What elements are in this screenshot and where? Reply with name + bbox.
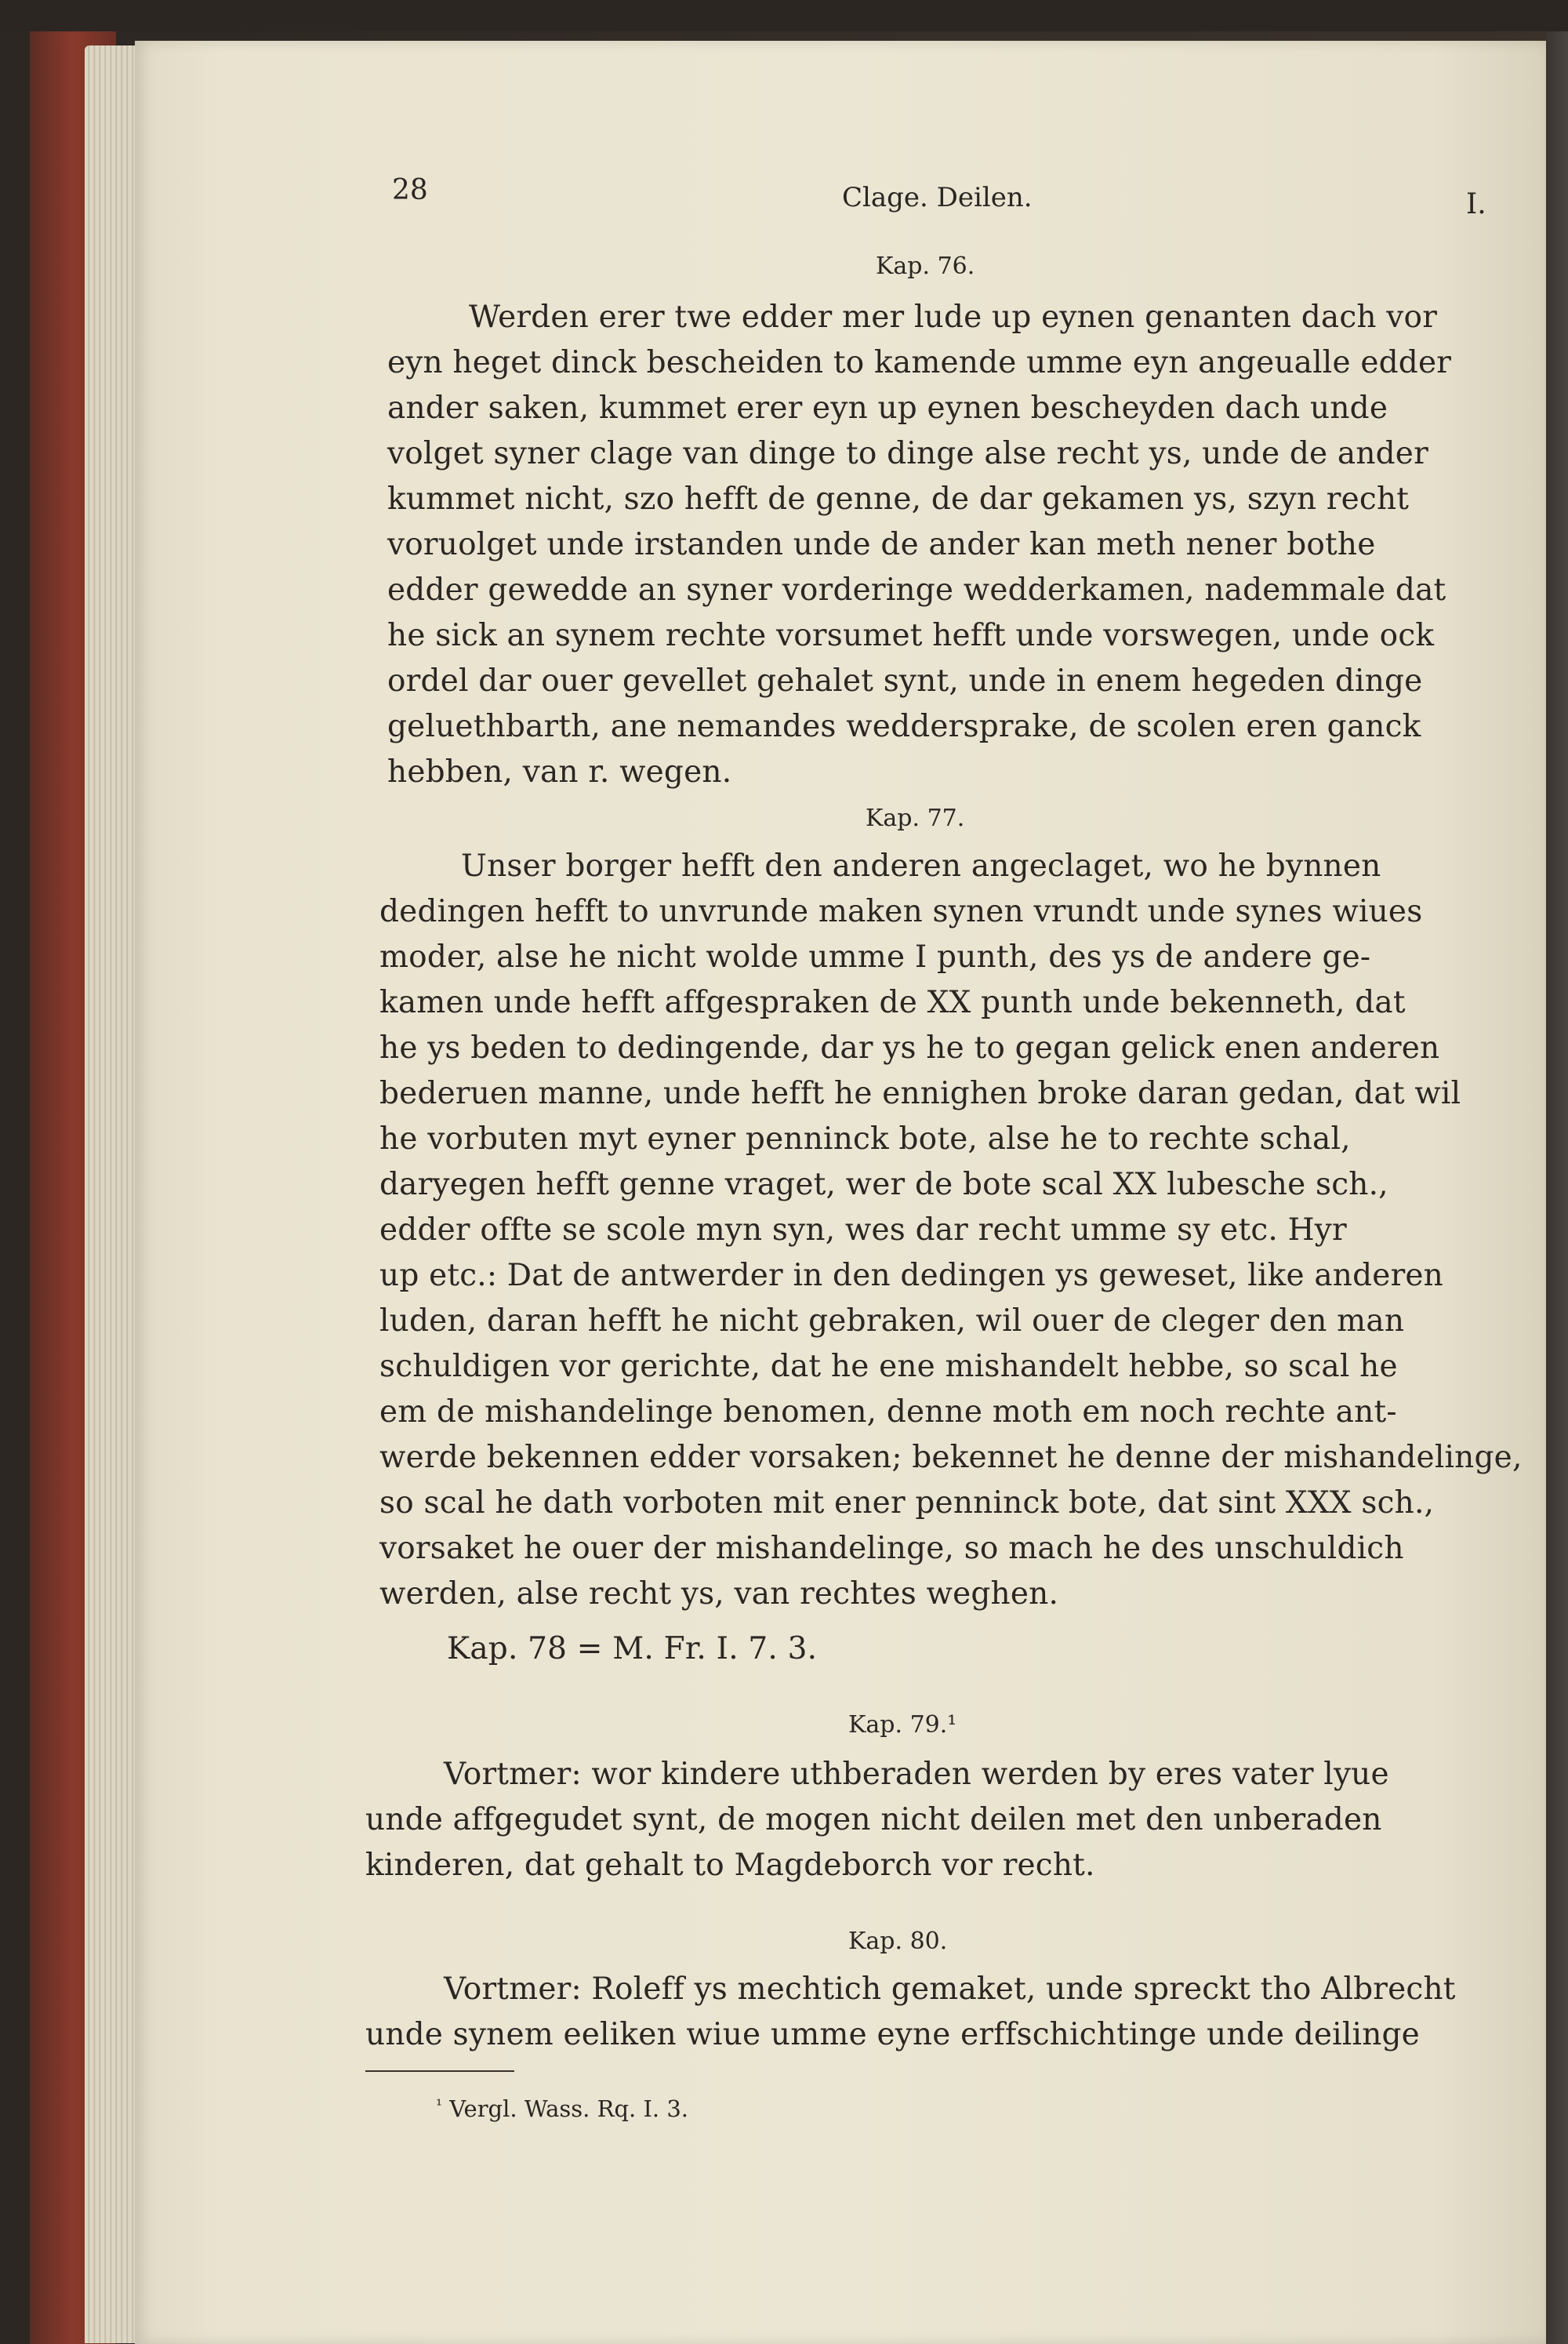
text-line: he ys beden to dedingende, dar ys he to gegan gelick enen anderen bbox=[379, 1030, 1440, 1066]
text-line: kamen unde hefft affgespraken de XX punth unde bekenneth, dat bbox=[379, 985, 1406, 1020]
text-line: he vorbuten myt eyner penninck bote, alse he to rechte schal, bbox=[379, 1121, 1351, 1157]
text-line: bederuen manne, unde hefft he ennighen broke daran gedan, dat wil bbox=[379, 1076, 1461, 1111]
text-line: unde synem eeliken wiue umme eyne erffschichtinge unde deilinge bbox=[365, 2017, 1420, 2052]
text-line: volget syner clage van dinge to dinge alse recht ys, unde de ander bbox=[387, 436, 1428, 471]
text-line: ander saken, kummet erer eyn up eynen bescheyden dach unde bbox=[387, 391, 1388, 426]
text-line: werden, alse recht ys, van rechtes weghen. bbox=[379, 1576, 1059, 1612]
chapter-heading: Kap. 80. bbox=[848, 1928, 948, 1955]
footnote-rule bbox=[365, 2070, 514, 2072]
text-line: unde affgegudet synt, de mogen nicht deilen met den unberaden bbox=[365, 1802, 1382, 1837]
book-right-edge bbox=[1546, 31, 1568, 2344]
text-line: schuldigen vor gerichte, dat he ene mishandelt hebbe, so scal he bbox=[379, 1349, 1398, 1384]
text-line: Unser borger hefft den anderen angeclaget, wo he bynnen bbox=[461, 849, 1381, 884]
text-line: geluethbarth, ane nemandes weddersprake, de scolen eren ganck bbox=[387, 709, 1421, 744]
text-line: kinderen, dat gehalt to Magdeborch vor recht. bbox=[365, 1848, 1095, 1883]
text-line: he sick an synem rechte vorsumet hefft unde vorswegen, unde ock bbox=[387, 618, 1435, 653]
footnote-text: Vergl. Wass. Rq. I. 3. bbox=[449, 2095, 689, 2122]
text-line: kummet nicht, szo hefft de genne, de dar gekamen ys, szyn recht bbox=[387, 482, 1410, 517]
chapter-heading: Kap. 77. bbox=[866, 805, 965, 832]
text-line: voruolget unde irstanden unde de ander kan meth nener bothe bbox=[387, 527, 1376, 562]
footnote-marker: ¹ bbox=[436, 2095, 443, 2114]
text-line: daryegen hefft genne vraget, wer de bote scal XX lubesche sch., bbox=[379, 1167, 1388, 1202]
chapter-heading: Kap. 76. bbox=[876, 253, 975, 280]
page-number: 28 bbox=[392, 174, 428, 206]
text-line: Vortmer: wor kindere uthberaden werden by eres vater lyue bbox=[444, 1757, 1389, 1792]
text-line: Vortmer: Roleff ys mechtich gemaket, unde spreckt tho Albrecht bbox=[444, 1972, 1456, 2007]
text-line: up etc.: Dat de antwerder in den dedingen ys geweset, like anderen bbox=[379, 1258, 1444, 1293]
text-line: werde bekennen edder vorsaken; bekennet he denne der mishandelinge, bbox=[379, 1440, 1523, 1475]
chapter-heading: Kap. 79.¹ bbox=[848, 1711, 957, 1739]
text-line: hebben, van r. wegen. bbox=[387, 754, 732, 790]
text-line: vorsaket he ouer der mishandelinge, so mach he des unschuldich bbox=[379, 1531, 1404, 1566]
text-line: ordel dar ouer gevellet gehalet synt, unde in enem hegeden dinge bbox=[387, 663, 1423, 699]
chapter-reference: Kap. 78 = M. Fr. I. 7. 3. bbox=[447, 1631, 818, 1666]
text-line: luden, daran hefft he nicht gebraken, wil ouer de cleger den man bbox=[379, 1303, 1405, 1339]
text-line: moder, alse he nicht wolde umme I punth, des ys de andere ge- bbox=[379, 939, 1371, 975]
text-line: eyn heget dinck bescheiden to kamende umme eyn angeualle edder bbox=[387, 345, 1452, 380]
footnote bbox=[436, 2095, 688, 2122]
text-line: em de mishandelinge benomen, denne moth em noch rechte ant- bbox=[379, 1394, 1397, 1430]
text-line: dedingen hefft to unvrunde maken synen vrundt unde synes wiues bbox=[379, 894, 1423, 929]
text-line: edder offte se scole myn syn, wes dar recht umme sy etc. Hyr bbox=[379, 1212, 1347, 1248]
text-line: so scal he dath vorboten mit ener penninck bote, dat sint XXX sch., bbox=[379, 1485, 1435, 1521]
running-title: Clage. Deilen. bbox=[842, 182, 1033, 213]
text-line: edder gewedde an syner vorderinge wedderkamen, nademmale dat bbox=[387, 572, 1446, 608]
volume-number: I. bbox=[1466, 188, 1486, 220]
text-line: Werden erer twe edder mer lude up eynen genanten dach vor bbox=[469, 300, 1438, 335]
